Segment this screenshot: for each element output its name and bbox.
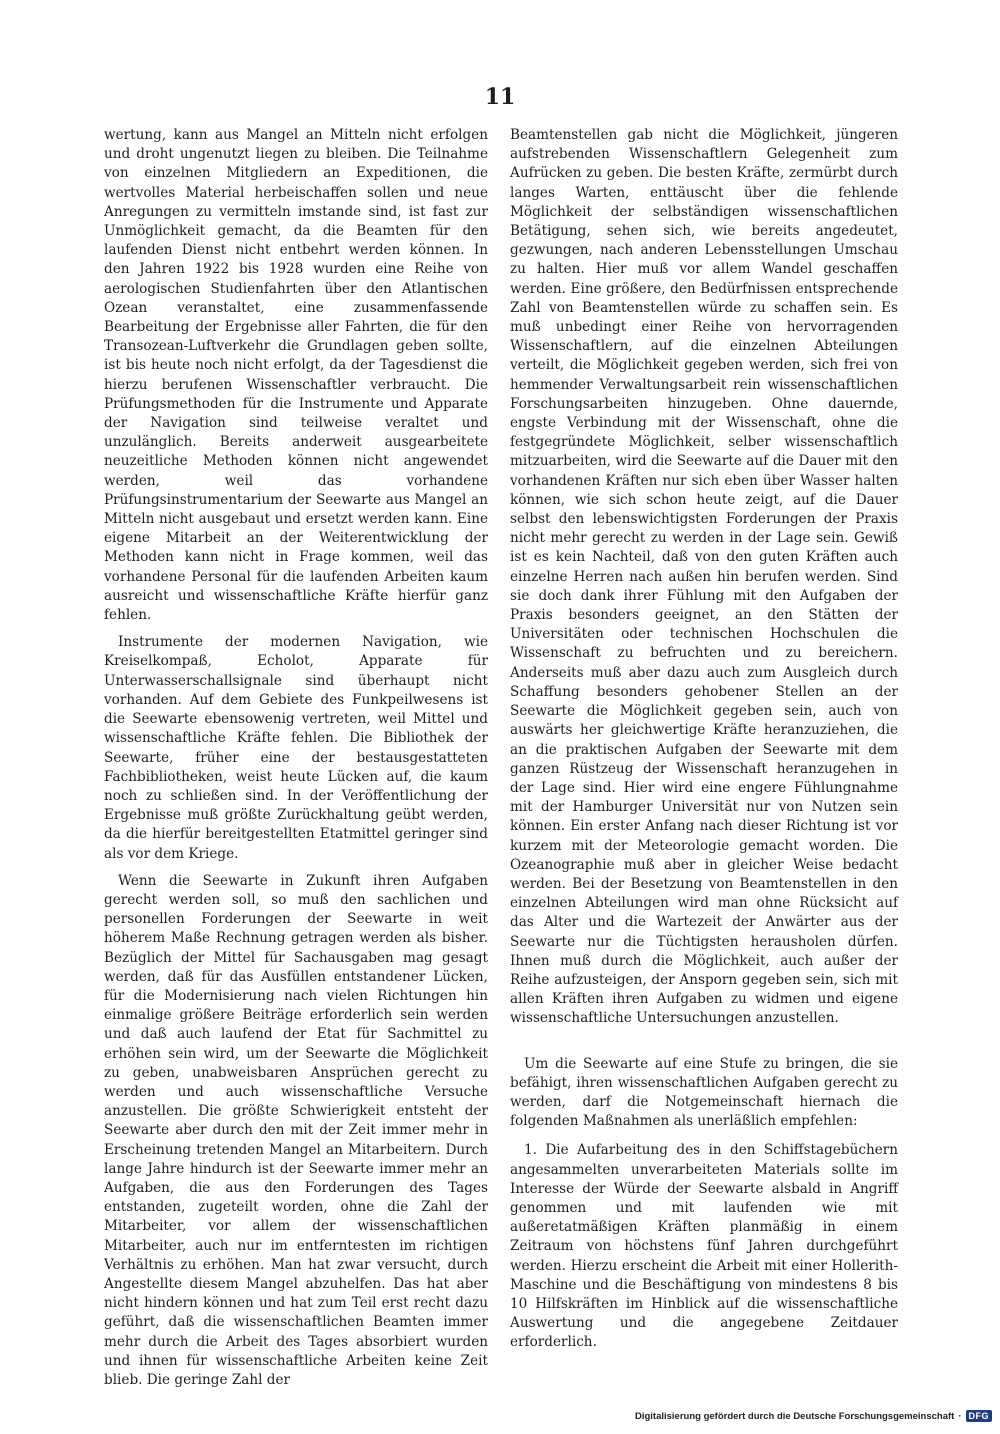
page-number: 11 [484, 84, 516, 110]
paragraph: Instrumente der modernen Navigation, wie Kreiselkompaß, Echolot, Apparate für Unterwasserschallsignale sind überhaupt nicht vorhanden. Auf dem Gebiete des Funkpeilwesens ist die Seewarte ebensowenig vertreten, weil Mittel und wissenschaftliche Kräfte fehlen. Die Bibliothek der Seewarte, früher eine der bestausgestatteten Fachbibliotheken, weist heute Lücken auf, die kaum noch zu schließen sind. In der Veröffentlichung der Ergebnisse muß größte Zurückhaltung geübt werden, da die hierfür bereitgestellten Etatmittel geringer sind als vor dem Kriege. [104, 634, 488, 862]
paragraph: Wenn die Seewarte in Zukunft ihren Aufgaben gerecht werden soll, so muß den sachlichen und personellen Forderungen der Seewarte in weit höherem Maße Rechnung getragen werden als bisher. Bezüglich der Mittel für Sachausgaben mag gesagt werden, daß für das Ausfüllen entstandener Lücken, für die Modernisierung nach vielen Richtungen hin einmalige größere Beiträge erforderlich sein werden und daß auch laufend der Etat für Sachmittel zu erhöhen sein wird, um der Seewarte die Möglichkeit zu geben, unabweisbaren Ansprüchen gerecht zu werden und auch wissenschaftliche Versuche anzustellen. Die größte Schwierigkeit entsteht der Seewarte aber durch den mit der Zeit immer mehr in Erscheinung tretenden Mangel an Mitarbeitern. Durch lange Jahre hindurch ist der Seewarte immer mehr an Aufgaben, die aus den Forderungen des Tages entstanden, zugeteilt worden, ohne die Zahl der Mitarbeiter, vor allem der wissenschaftlichen Mitarbeiter, auch nur im entferntesten im richtigen Verhältnis zu erhöhen. Man hat zwar versucht, durch Angestellte diesem Mangel abzuhelfen. Das hat aber nicht hindern können und hat zum Teil erst recht dazu geführt, daß die wissenschaftlichen Beamten immer mehr durch die Arbeit des Tages absorbiert wurden und ihnen für wissenschaftliche Arbeiten keine Zeit blieb. Die geringe Zahl der [104, 872, 488, 1388]
footer [635, 1410, 992, 1422]
separator-dot: · [958, 1410, 962, 1422]
paragraph: Um die Seewarte auf eine Stufe zu bringen, die sie befähigt, ihren wissenschaftlichen Aufgaben gerecht zu werden, darf die Notgemeinschaft hiernach die folgenden Maßnahmen als unerläßlich empfehlen: [510, 1055, 898, 1130]
numbered-item: 1. Die Aufarbeitung des in den Schiffstagebüchern angesammelten unverarbeiteten Materials sollte im Interesse der Würde der Seewarte alsbald in Angriff genommen und mit laufenden wie mit außeretatmäßigen Kräften planmäßig in einem Zeitraum von höchstens fünf Jahren durchgeführt werden. Hierzu erscheint die Arbeit mit einer Hollerith-Maschine und die Beschäftigung von mindestens 8 bis 10 Hilfskräften im Hinblick auf die wissenschaftliche Auswertung und die angegebene Zeitdauer erforderlich. [510, 1142, 898, 1351]
right-column [510, 126, 898, 1353]
left-column [104, 126, 488, 1390]
paragraph: wertung, kann aus Mangel an Mitteln nicht erfolgen und droht ungenutzt liegen zu bleiben. Die Teilnahme von einzelnen Mitgliedern an Expeditionen, die wertvolles Material herbeischaffen sollen und neue Anregungen zu vermitteln imstande sind, ist fast zur Unmöglichkeit gemacht, da die Beamten für den laufenden Dienst nicht entbehrt werden können. In den Jahren 1922 bis 1928 wurden eine Reihe von aerologischen Studienfahrten über den Atlantischen Ozean veranstaltet, eine zusammenfassende Bearbeitung der Ergebnisse aller Fahrten, die für den Transozean-Luftverkehr die Grundlagen geben sollte, ist bis heute noch nicht erfolgt, da der Tagesdienst die hierzu berufenen Wissenschaftler verbraucht. Die Prüfungsmethoden für die Instrumente und Apparate der Navigation sind teilweise veraltet und unzulänglich. Bereits anderweit ausgearbeitete neuzeitliche Methoden können nicht angewendet werden, weil das vorhandene Prüfungsinstrumentarium der Seewarte aus Mangel an Mitteln nicht ausgebaut und ersetzt werden kann. Eine eigene Mitarbeit an der Weiterentwicklung der Methoden kann nicht in Frage kommen, weil das vorhandene Personal für die laufenden Arbeiten kaum ausreicht und wissenschaftliche Kräfte hierfür ganz fehlen. [104, 127, 488, 624]
paragraph: Beamtenstellen gab nicht die Möglichkeit, jüngeren aufstrebenden Wissenschaftlern Gelegenheit zum Aufrücken zu geben. Die besten Kräfte, zermürbt durch langes Warten, enttäuscht über die fehlende Möglichkeit der selbständigen wissenschaftlichen Betätigung, sehen sich, wie bereits angedeutet, gezwungen, nach anderen Lebensstellungen Umschau zu halten. Hier muß vor allem Wandel geschaffen werden. Eine größere, den Bedürfnissen entsprechende Zahl von Beamtenstellen würde zu schaffen sein. Es muß unbedingt einer Reihe von hervorragenden Wissenschaftlern, auf die einzelnen Abteilungen verteilt, die Möglichkeit gegeben werden, sich frei von hemmender Verwaltungsarbeit rein wissenschaftlichen Forschungsarbeiten hinzugeben. Ohne dauernde, engste Verbindung mit der Wissenschaft, ohne die festgegründete Möglichkeit, selber wissenschaftlich mitzuarbeiten, wird die Seewarte auf die Dauer mit den vorhandenen Kräften nur sich eben über Wasser halten können, wie sich schon heute zeigt, auf die Dauer selbst den lebenswichtigsten Forderungen der Praxis nicht mehr gerecht zu werden in der Lage sein. Gewiß ist es kein Nachteil, daß von den guten Kräften auch einzelne Herren nach außen hin berufen werden. Sind sie doch dank ihrer Fühlung mit den Aufgaben der Praxis besonders geeignet, an den Stätten der Universitäten oder technischen Hochschulen die Wissenschaft zu befruchten und zu bereichern. Anderseits muß aber dazu auch zum Ausgleich durch Schaffung besonders gehobener Stellen an der Seewarte die Möglichkeit gegeben sein, auch von auswärts her gleichwertige Kräfte heranzuziehen, die an die praktischen Aufgaben der Seewarte mit dem ganzen Rüstzeug der Wissenschaft heranzugehen in der Lage sind. Hier wird eine engere Fühlungnahme mit der Hamburger Universität nur von Nutzen sein können. Ein erster Anfang nach dieser Richtung ist vor kurzem mit der Meteorologie gemacht worden. Die Ozeanographie muß aber in gleicher Weise bedacht werden. Bei der Besetzung von Beamtenstellen in den einzelnen Abteilungen wird man ohne Rücksicht auf das Alter und die Wartezeit der Anwärter aus der Seewarte nur die Tüchtigsten herausholen dürfen. Ihnen muß durch die Möglichkeit, auch außer der Reihe aufzusteigen, der Ansporn gegeben sein, sich mit allen Kräften ihren Aufgaben zu widmen und eigene wissenschaftliche Untersuchungen anzustellen. [510, 127, 898, 1027]
dfg-logo: DFG [966, 1410, 993, 1422]
footer-text: Digitalisierung gefördert durch die Deutsche Forschungsgemeinschaft [634, 1410, 955, 1422]
